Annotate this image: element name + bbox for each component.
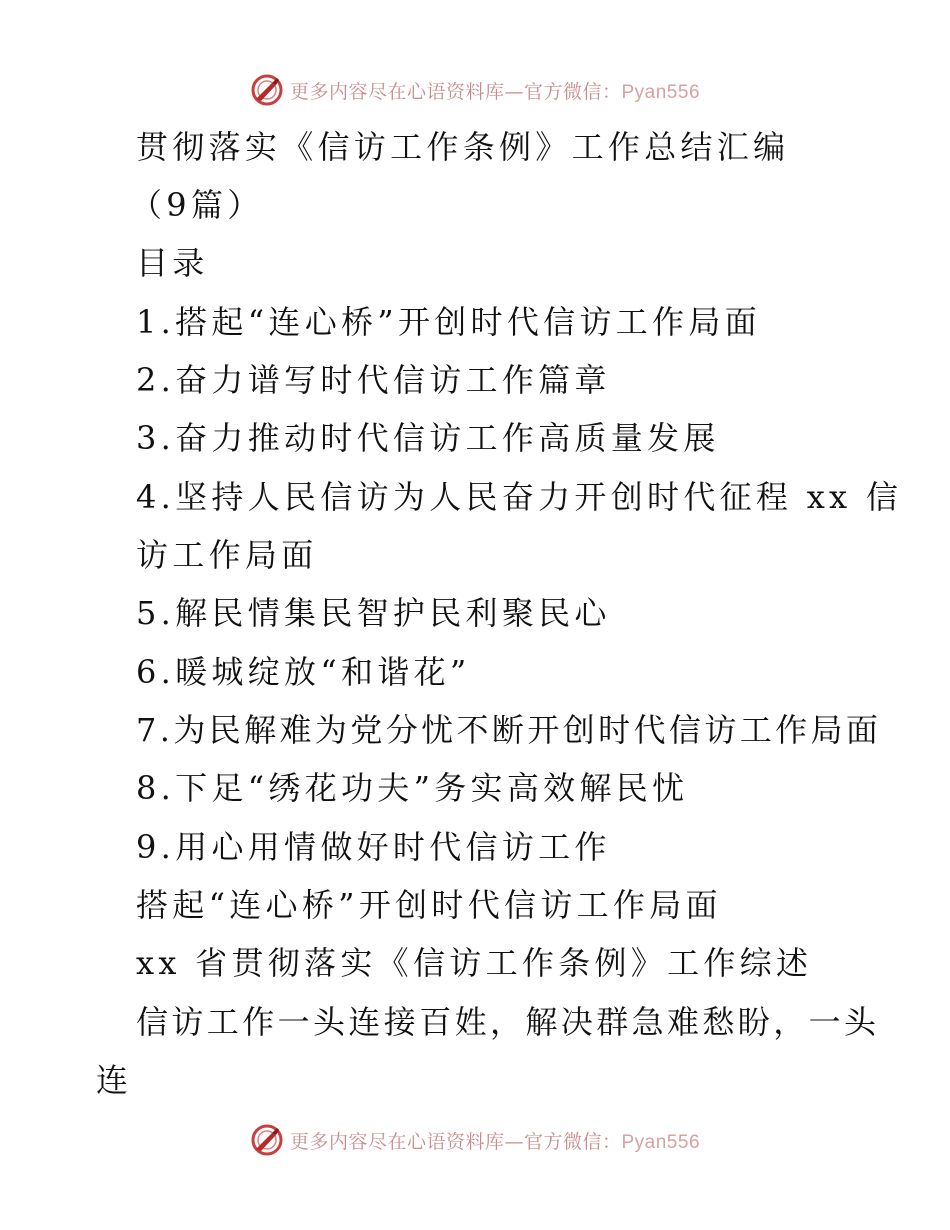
pen-logo-icon <box>250 73 284 107</box>
watermark-text: 更多内容尽在心语资料库—官方微信：Pyan556 <box>289 1130 701 1153</box>
body-paragraph-line: 连 <box>96 1061 133 1099</box>
toc-item: 8.下足“绣花功夫”务实高效解民忧 <box>136 769 689 807</box>
watermark-text: 更多内容尽在心语资料库—官方微信：Pyan556 <box>289 80 701 103</box>
watermark-banner-top <box>0 70 950 110</box>
document-title-count: （9篇） <box>130 186 264 224</box>
toc-item: 4.坚持人民信访为人民奋力开创时代征程 xx 信 <box>136 478 903 516</box>
pen-logo-icon <box>250 1123 284 1157</box>
toc-item: 2.奋力谱写时代信访工作篇章 <box>136 361 611 399</box>
toc-item: 1.搭起“连心桥”开创时代信访工作局面 <box>136 303 761 341</box>
body-paragraph-line: 信访工作一头连接百姓，解决群急难愁盼，一头 <box>136 1003 880 1041</box>
document-title: 贯彻落实《信访工作条例》工作总结汇编 <box>136 128 790 166</box>
toc-item: 3.奋力推动时代信访工作高质量发展 <box>136 419 720 457</box>
article-subtitle: xx 省贯彻落实《信访工作条例》工作综述 <box>136 944 813 982</box>
toc-item: 6.暖城绽放“和谐花” <box>136 653 471 691</box>
toc-item: 7.为民解难为党分忧不断开创时代信访工作局面 <box>136 711 882 749</box>
toc-item: 9.用心用情做好时代信访工作 <box>136 828 611 866</box>
article-title: 搭起“连心桥”开创时代信访工作局面 <box>136 886 722 924</box>
watermark-banner-bottom <box>0 1120 950 1160</box>
toc-item-continued: 访工作局面 <box>136 536 318 574</box>
toc-heading: 目录 <box>136 244 209 282</box>
toc-item: 5.解民情集民智护民利聚民心 <box>136 594 611 632</box>
